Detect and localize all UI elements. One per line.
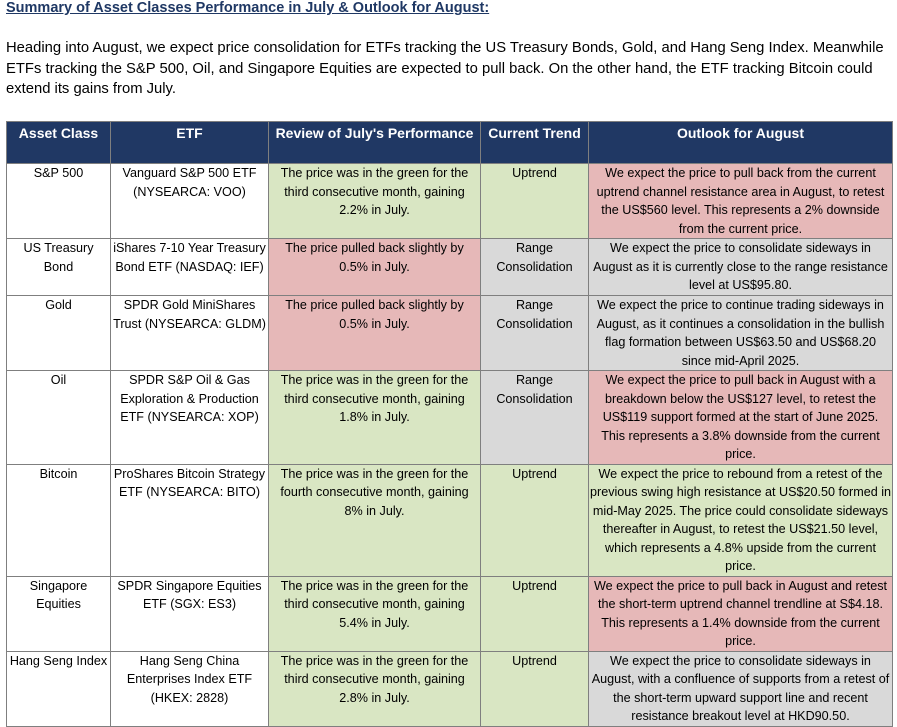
page-heading: Summary of Asset Classes Performance in July & Outlook for August:: [6, 0, 490, 16]
header-asset-class: Asset Class: [7, 122, 111, 164]
cell-review: The price pulled back slightly by 0.5% in July.: [269, 296, 481, 371]
cell-review: The price was in the green for the fourth consecutive month, gaining 8% in July.: [269, 464, 481, 576]
asset-performance-table: [6, 121, 893, 727]
table-row: [7, 464, 893, 576]
cell-asset-class: Hang Seng Index: [7, 651, 111, 726]
cell-etf: SPDR Gold MiniShares Trust (NYSEARCA: GLDM): [111, 296, 269, 371]
cell-review: The price was in the green for the third consecutive month, gaining 2.8% in July.: [269, 651, 481, 726]
cell-outlook: We expect the price to pull back in August and retest the short-term uptrend channel trendline at S$4.18. This represents a 1.4% downside from the current price.: [589, 576, 893, 651]
cell-trend: Range Consolidation: [481, 296, 589, 371]
cell-asset-class: US Treasury Bond: [7, 239, 111, 296]
cell-asset-class: Singapore Equities: [7, 576, 111, 651]
cell-outlook: We expect the price to consolidate sideways in August, with a confluence of supports from a retest of the short-term upward support line and recent resistance breakout level at HKD90.50.: [589, 651, 893, 726]
cell-review: The price was in the green for the third consecutive month, gaining 5.4% in July.: [269, 576, 481, 651]
cell-outlook: We expect the price to pull back in August with a breakdown below the US$127 level, to retest the US$119 support formed at the start of June 2025. This represents a 3.8% downside from the current price.: [589, 371, 893, 465]
cell-review: The price was in the green for the third consecutive month, gaining 2.2% in July.: [269, 164, 481, 239]
cell-etf: SPDR Singapore Equities ETF (SGX: ES3): [111, 576, 269, 651]
cell-trend: Uptrend: [481, 651, 589, 726]
table-row: [7, 576, 893, 651]
cell-trend: Range Consolidation: [481, 239, 589, 296]
header-outlook: Outlook for August: [589, 122, 893, 164]
cell-etf: ProShares Bitcoin Strategy ETF (NYSEARCA: BITO): [111, 464, 269, 576]
cell-trend: Uptrend: [481, 464, 589, 576]
table-row: [7, 371, 893, 465]
intro-paragraph: Heading into August, we expect price consolidation for ETFs tracking the US Treasury Bonds, Gold, and Hang Seng Index. Meanwhile ETFs tracking the S&P 500, Oil, and Singapore Equities are expected to pull back. On the other hand, the ETF tracking Bitcoin could extend its gains from July.: [6, 40, 884, 97]
cell-review: The price pulled back slightly by 0.5% in July.: [269, 239, 481, 296]
cell-outlook: We expect the price to continue trading sideways in August, as it continues a consolidation in the bullish flag formation between US$63.50 and US$68.20 since mid-April 2025.: [589, 296, 893, 371]
cell-trend: Uptrend: [481, 164, 589, 239]
table-row: [7, 651, 893, 726]
cell-outlook: We expect the price to pull back from the current uptrend channel resistance area in August, to retest the US$560 level. This represents a 2% downside from the current price.: [589, 164, 893, 239]
cell-etf: Vanguard S&P 500 ETF (NYSEARCA: VOO): [111, 164, 269, 239]
cell-trend: Range Consolidation: [481, 371, 589, 465]
table-header-row: [7, 122, 893, 164]
cell-asset-class: Gold: [7, 296, 111, 371]
table-row: [7, 164, 893, 239]
table-row: [7, 239, 893, 296]
cell-asset-class: S&P 500: [7, 164, 111, 239]
cell-asset-class: Oil: [7, 371, 111, 465]
header-etf: ETF: [111, 122, 269, 164]
cell-etf: SPDR S&P Oil & Gas Exploration & Production ETF (NYSEARCA: XOP): [111, 371, 269, 465]
cell-etf: iShares 7-10 Year Treasury Bond ETF (NASDAQ: IEF): [111, 239, 269, 296]
table-row: [7, 296, 893, 371]
cell-outlook: We expect the price to rebound from a retest of the previous swing high resistance at US$20.50 formed in mid-May 2025. The price could consolidate sideways thereafter in August, to retest the US$21.50 level, which represents a 4.8% upside from the current price.: [589, 464, 893, 576]
cell-etf: Hang Seng China Enterprises Index ETF (HKEX: 2828): [111, 651, 269, 726]
header-current-trend: Current Trend: [481, 122, 589, 164]
cell-asset-class: Bitcoin: [7, 464, 111, 576]
cell-outlook: We expect the price to consolidate sideways in August as it is currently close to the range resistance level at US$95.80.: [589, 239, 893, 296]
cell-review: The price was in the green for the third consecutive month, gaining 1.8% in July.: [269, 371, 481, 465]
header-review: Review of July's Performance: [269, 122, 481, 164]
cell-trend: Uptrend: [481, 576, 589, 651]
